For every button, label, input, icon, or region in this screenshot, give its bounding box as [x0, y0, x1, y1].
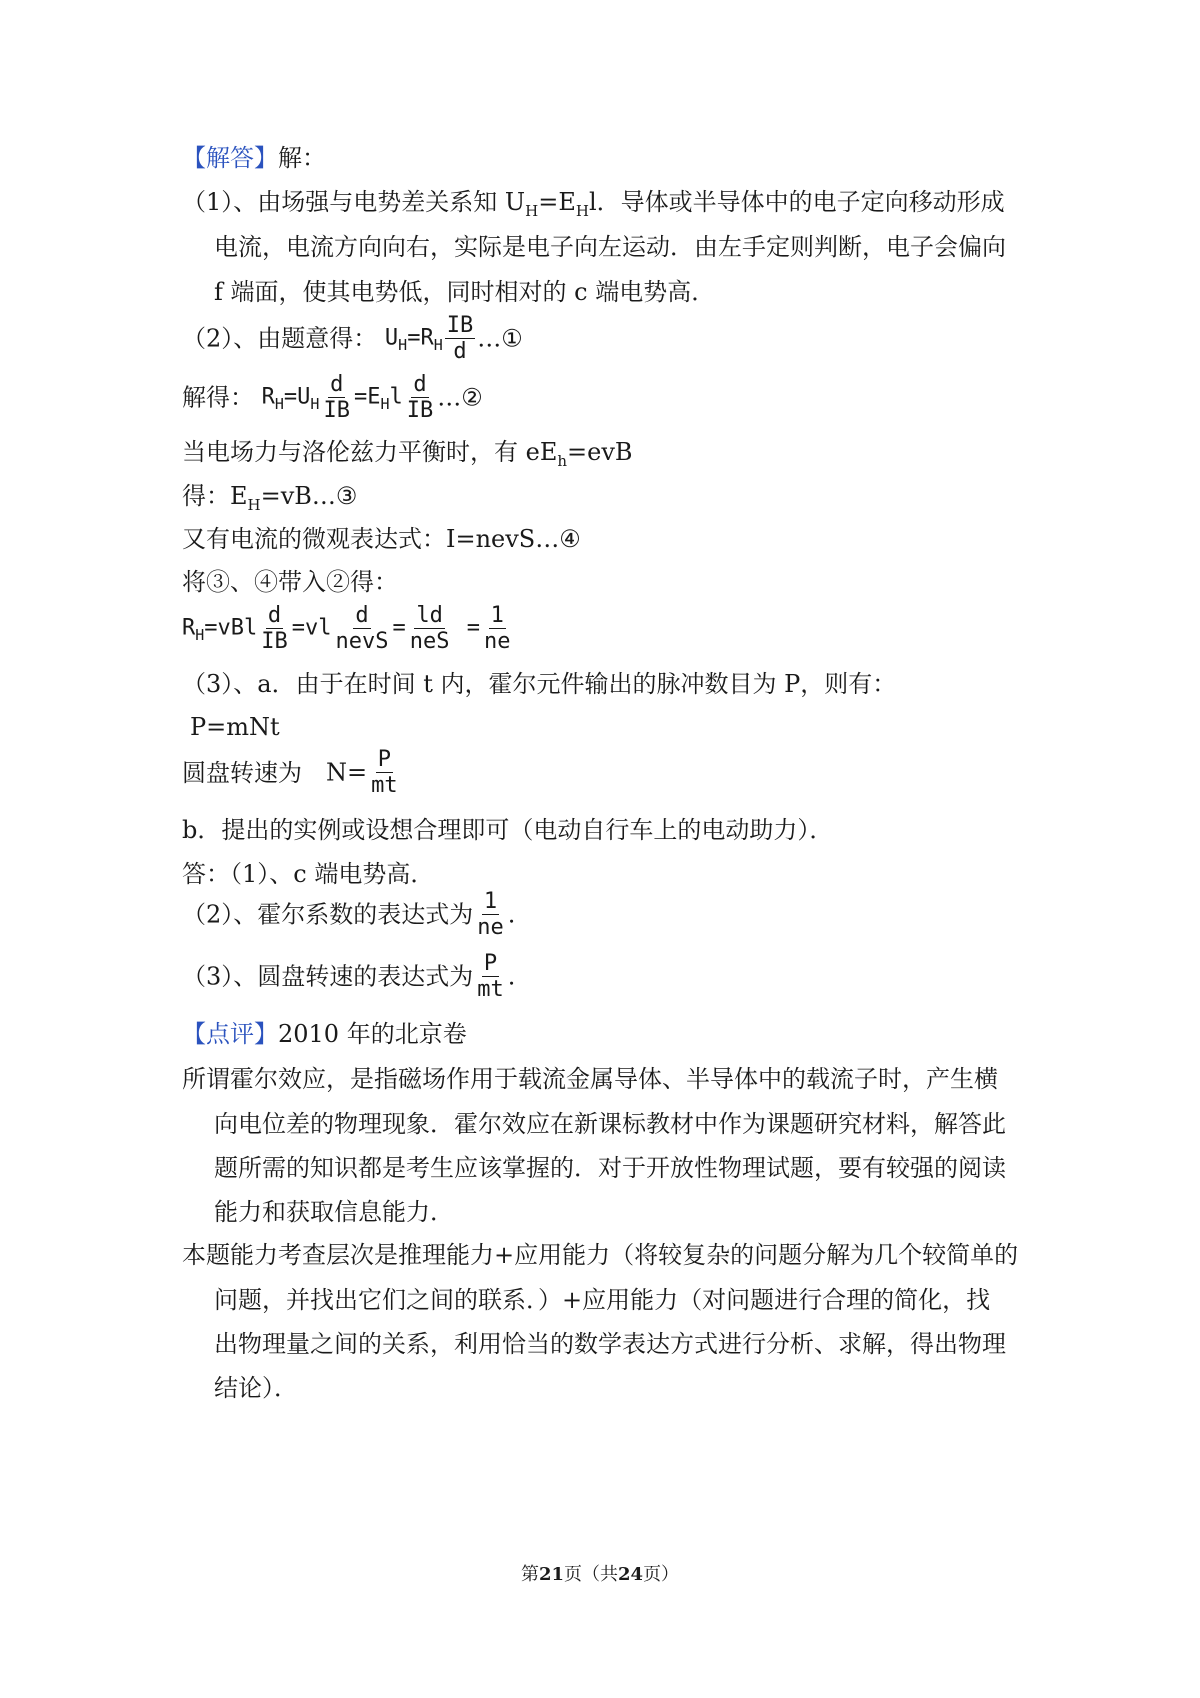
part3-equation: P=mNt	[190, 713, 280, 741]
denominator: neS	[409, 629, 450, 655]
footer-suffix: 页）	[643, 1564, 680, 1585]
text: =evB	[567, 438, 633, 466]
symbol: =vBl	[204, 615, 258, 641]
part1-line3: f 端面，使其电势低，同时相对的 c 端电势高．	[214, 278, 716, 306]
subscript: H	[195, 625, 205, 644]
fraction	[482, 604, 513, 653]
denominator: d	[453, 339, 467, 365]
micro-expression-line: 又有电流的微观表达式：I=nevS…④	[182, 525, 581, 553]
equation	[367, 748, 402, 797]
subscript: H	[274, 394, 284, 413]
subscript: H	[575, 201, 589, 220]
comment1-line4: 能力和获取信息能力．	[214, 1198, 454, 1226]
result-line3	[182, 484, 357, 513]
symbol: =	[453, 615, 480, 641]
comment-title: 2010 年的北京卷	[278, 1020, 467, 1048]
text: 圆盘转速为	[182, 758, 302, 787]
denominator: mt	[477, 977, 504, 1003]
numerator: d	[413, 372, 427, 397]
comment1-line3: 题所需的知识都是考生应该掌握的．对于开放性物理试题，要有较强的阅读	[214, 1154, 1006, 1182]
part1-line2: 电流，电流方向向右，实际是电子向左运动．由左手定则判断，电子会偏向	[214, 233, 1006, 261]
symbol: U	[384, 325, 399, 351]
symbol: R	[182, 615, 196, 641]
answer-summary2	[182, 890, 515, 939]
denominator: IB	[406, 398, 434, 424]
fraction	[445, 314, 476, 363]
denominator: ne	[477, 915, 504, 941]
denominator: ne	[484, 629, 511, 655]
text: .	[507, 962, 516, 991]
text: .	[507, 900, 516, 929]
numerator: d	[355, 603, 369, 628]
part2-equation1	[182, 314, 523, 363]
subscript: h	[557, 451, 568, 470]
answer-intro: 解：	[278, 144, 326, 172]
subscript: H	[310, 394, 320, 413]
part3-line: （3）、a．由于在时间 t 内，霍尔元件输出的脉冲数目为 P，则有：	[182, 670, 897, 698]
denominator: mt	[371, 773, 398, 799]
text: （3）、圆盘转速的表达式为	[182, 962, 474, 991]
text: =E	[538, 188, 576, 216]
numerator: P	[377, 747, 391, 772]
subscript: H	[433, 335, 443, 354]
symbol: l	[389, 384, 403, 410]
subscript: H	[398, 335, 408, 354]
comment2-line2: 问题，并找出它们之间的联系．）+应用能力（对问题进行合理的简化，找	[214, 1286, 991, 1314]
fraction	[321, 373, 352, 422]
subscript: H	[380, 394, 390, 413]
page-number: 21	[538, 1564, 564, 1585]
text: N=	[326, 758, 368, 787]
equation	[473, 890, 508, 939]
text: …②	[437, 383, 483, 412]
comment-tag: 【点评】	[182, 1020, 278, 1048]
numerator: 1	[483, 889, 498, 914]
equation	[385, 314, 477, 363]
symbol: R	[261, 384, 275, 410]
text: 当电场力与洛伦兹力平衡时，有 eE	[182, 438, 558, 466]
fraction	[408, 604, 452, 653]
equation	[182, 604, 515, 653]
final-formula	[182, 604, 515, 653]
text: 得：E	[182, 482, 248, 510]
text: （1）、由场强与电势差关系知 U	[182, 188, 526, 216]
comment-heading	[182, 1022, 467, 1046]
footer-middle: 页（共	[564, 1564, 618, 1585]
symbol: =U	[283, 384, 311, 410]
comment2-line1: 本题能力考查层次是推理能力+应用能力（将较复杂的问题分解为几个较简单的	[182, 1241, 1019, 1269]
denominator: IB	[261, 629, 288, 655]
numerator: IB	[446, 313, 474, 338]
fraction	[259, 604, 290, 653]
numerator: ld	[416, 603, 443, 628]
fraction	[405, 373, 436, 422]
total-pages: 24	[618, 1564, 644, 1585]
fraction	[475, 952, 506, 1001]
text: =vB…③	[260, 482, 358, 510]
speed-line	[182, 748, 402, 797]
numerator: P	[483, 951, 498, 976]
part1-line1	[182, 190, 1005, 219]
substitute-line: 将③、④带入②得：	[182, 568, 398, 596]
symbol: =R	[407, 325, 434, 351]
text: 解得：	[182, 383, 254, 412]
comment2-line3: 出物理量之间的关系，利用恰当的数学表达方式进行分析、求解，得出物理	[214, 1330, 1006, 1358]
fraction	[475, 890, 506, 939]
subscript: H	[247, 495, 261, 514]
fraction	[369, 748, 400, 797]
text: …①	[477, 324, 523, 353]
text: （2）、由题意得：	[182, 324, 378, 353]
balance-line	[182, 440, 633, 469]
numerator: d	[330, 372, 344, 397]
fraction	[334, 604, 391, 653]
comment2-line4: 结论）．	[214, 1374, 298, 1402]
symbol: =E	[353, 384, 381, 410]
text: （2）、霍尔系数的表达式为	[182, 900, 474, 929]
denominator: nevS	[335, 629, 389, 655]
equation	[473, 952, 508, 1001]
answer-summary3	[182, 952, 515, 1001]
comment1-line1: 所谓霍尔效应，是指磁场作用于载流金属导体、半导体中的载流子时，产生横	[182, 1065, 998, 1093]
answer-summary1: 答：（1）、c 端电势高．	[182, 860, 435, 888]
denominator: IB	[323, 398, 350, 424]
answer-heading	[182, 146, 326, 170]
equation	[262, 373, 438, 422]
numerator: d	[267, 603, 282, 628]
symbol: =vl	[291, 615, 332, 641]
symbol: =	[392, 615, 406, 641]
part3b-line: b．提出的实例或设想合理即可（电动自行车上的电动助力）．	[182, 816, 834, 844]
text: l．导体或半导体中的电子定向移动形成	[588, 188, 1005, 216]
footer-prefix: 第	[520, 1564, 539, 1585]
subscript: H	[525, 201, 539, 220]
comment1-line2: 向电位差的物理现象．霍尔效应在新课标教材中作为课题研究材料，解答此	[214, 1110, 1006, 1138]
numerator: 1	[490, 603, 504, 628]
solution-equation2	[182, 373, 483, 422]
answer-tag: 【解答】	[182, 144, 278, 172]
page-footer	[0, 1560, 1200, 1586]
